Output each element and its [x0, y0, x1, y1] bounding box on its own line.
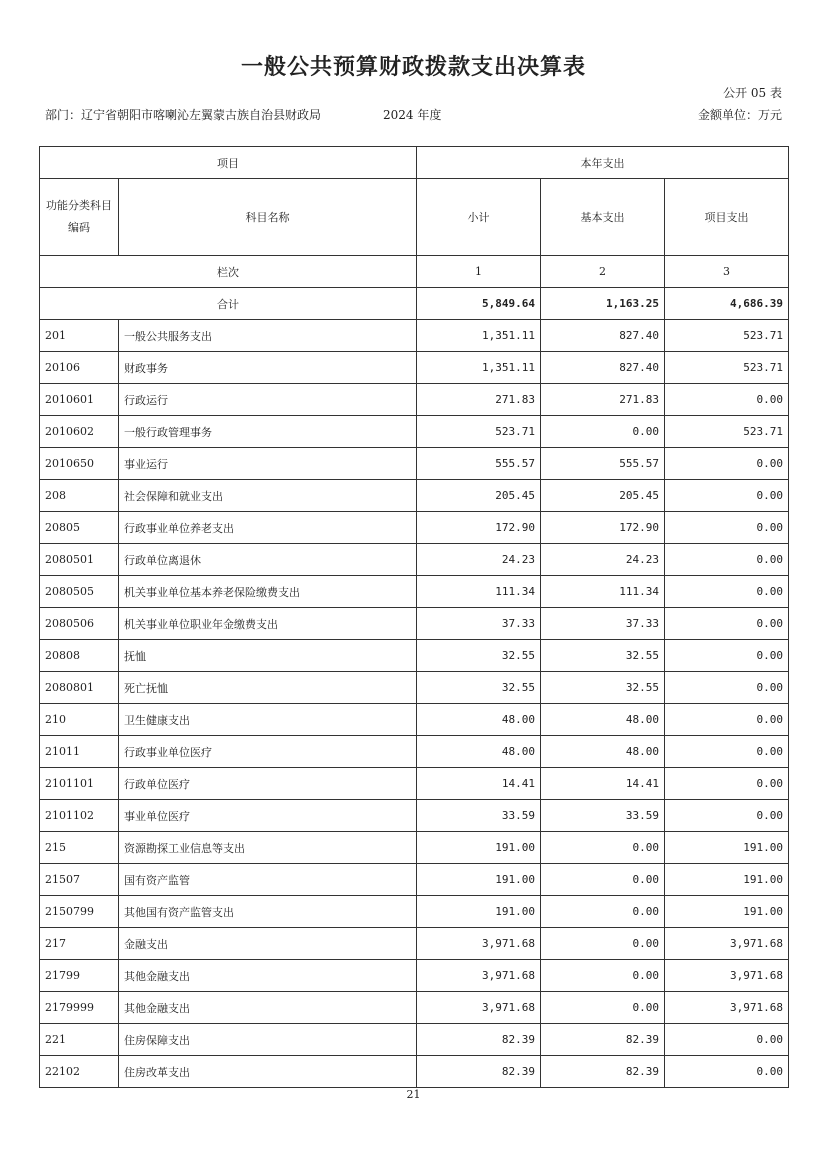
row-code: 21799	[40, 960, 119, 992]
row-code: 20106	[40, 352, 119, 384]
column-index-3: 3	[665, 256, 789, 288]
header-project: 项目	[40, 147, 417, 179]
table-row	[40, 416, 789, 448]
row-name: 其他金融支出	[119, 992, 417, 1024]
table-row	[40, 992, 789, 1024]
row-subtotal: 111.34	[417, 576, 541, 608]
row-basic: 0.00	[541, 832, 665, 864]
row-project: 0.00	[665, 512, 789, 544]
table-row	[40, 384, 789, 416]
table-row	[40, 928, 789, 960]
table-row	[40, 672, 789, 704]
row-project: 3,971.68	[665, 960, 789, 992]
table-row	[40, 576, 789, 608]
row-name: 财政事务	[119, 352, 417, 384]
row-code: 2080505	[40, 576, 119, 608]
table-row	[40, 864, 789, 896]
row-project: 0.00	[665, 384, 789, 416]
row-name: 事业运行	[119, 448, 417, 480]
row-basic: 48.00	[541, 704, 665, 736]
row-name: 死亡抚恤	[119, 672, 417, 704]
row-subtotal: 191.00	[417, 896, 541, 928]
row-name: 事业单位医疗	[119, 800, 417, 832]
row-project: 3,971.68	[665, 992, 789, 1024]
row-project: 3,971.68	[665, 928, 789, 960]
table-row	[40, 1056, 789, 1088]
total-row	[40, 288, 789, 320]
row-code: 208	[40, 480, 119, 512]
row-basic: 32.55	[541, 672, 665, 704]
row-code: 2010601	[40, 384, 119, 416]
row-project: 0.00	[665, 608, 789, 640]
row-subtotal: 523.71	[417, 416, 541, 448]
row-subtotal: 205.45	[417, 480, 541, 512]
total-label: 合计	[40, 288, 417, 320]
row-basic: 172.90	[541, 512, 665, 544]
row-project: 0.00	[665, 1056, 789, 1088]
row-code: 2080501	[40, 544, 119, 576]
row-project: 0.00	[665, 544, 789, 576]
header-code: 功能分类科目编码	[40, 179, 119, 256]
row-project: 0.00	[665, 736, 789, 768]
row-code: 2150799	[40, 896, 119, 928]
header-project-expense: 项目支出	[665, 179, 789, 256]
row-name: 机关事业单位基本养老保险缴费支出	[119, 576, 417, 608]
row-subtotal: 555.57	[417, 448, 541, 480]
table-row	[40, 512, 789, 544]
row-project: 0.00	[665, 768, 789, 800]
row-basic: 0.00	[541, 896, 665, 928]
row-project: 191.00	[665, 896, 789, 928]
row-name: 抚恤	[119, 640, 417, 672]
row-name: 行政单位离退休	[119, 544, 417, 576]
row-code: 221	[40, 1024, 119, 1056]
total-project: 4,686.39	[665, 288, 789, 320]
row-project: 523.71	[665, 416, 789, 448]
row-code: 2080801	[40, 672, 119, 704]
row-basic: 32.55	[541, 640, 665, 672]
row-basic: 0.00	[541, 416, 665, 448]
total-subtotal: 5,849.64	[417, 288, 541, 320]
row-code: 2010602	[40, 416, 119, 448]
row-name: 资源勘探工业信息等支出	[119, 832, 417, 864]
row-basic: 0.00	[541, 960, 665, 992]
total-basic: 1,163.25	[541, 288, 665, 320]
row-project: 0.00	[665, 480, 789, 512]
column-index-2: 2	[541, 256, 665, 288]
row-basic: 24.23	[541, 544, 665, 576]
row-name: 行政事业单位养老支出	[119, 512, 417, 544]
row-project: 0.00	[665, 640, 789, 672]
table-row	[40, 640, 789, 672]
row-basic: 0.00	[541, 864, 665, 896]
row-name: 金融支出	[119, 928, 417, 960]
table-row	[40, 352, 789, 384]
header-basic: 基本支出	[541, 179, 665, 256]
row-code: 2010650	[40, 448, 119, 480]
row-subtotal: 3,971.68	[417, 992, 541, 1024]
row-project: 0.00	[665, 800, 789, 832]
row-code: 2101102	[40, 800, 119, 832]
row-subtotal: 3,971.68	[417, 960, 541, 992]
header-column-index: 栏次	[40, 256, 417, 288]
row-name: 住房保障支出	[119, 1024, 417, 1056]
table-row	[40, 832, 789, 864]
row-name: 行政单位医疗	[119, 768, 417, 800]
table-row	[40, 960, 789, 992]
table-row	[40, 544, 789, 576]
row-name: 行政运行	[119, 384, 417, 416]
table-row	[40, 768, 789, 800]
row-project: 523.71	[665, 320, 789, 352]
row-basic: 827.40	[541, 320, 665, 352]
row-basic: 271.83	[541, 384, 665, 416]
row-basic: 0.00	[541, 928, 665, 960]
row-code: 22102	[40, 1056, 119, 1088]
row-basic: 33.59	[541, 800, 665, 832]
row-project: 191.00	[665, 864, 789, 896]
expenditure-table	[39, 146, 789, 1088]
row-code: 210	[40, 704, 119, 736]
table-row	[40, 608, 789, 640]
year-label: 2024 年度	[383, 108, 442, 122]
row-subtotal: 1,351.11	[417, 352, 541, 384]
row-name: 行政事业单位医疗	[119, 736, 417, 768]
header-name: 科目名称	[119, 179, 417, 256]
row-subtotal: 14.41	[417, 768, 541, 800]
row-basic: 111.34	[541, 576, 665, 608]
row-name: 住房改革支出	[119, 1056, 417, 1088]
page-number: 21	[406, 1088, 421, 1101]
row-subtotal: 48.00	[417, 736, 541, 768]
row-name: 一般行政管理事务	[119, 416, 417, 448]
row-code: 2179999	[40, 992, 119, 1024]
row-code: 2101101	[40, 768, 119, 800]
row-basic: 205.45	[541, 480, 665, 512]
row-code: 20805	[40, 512, 119, 544]
row-subtotal: 3,971.68	[417, 928, 541, 960]
row-name: 国有资产监管	[119, 864, 417, 896]
header-subtotal: 小计	[417, 179, 541, 256]
department-label: 部门：辽宁省朝阳市喀喇沁左翼蒙古族自治县财政局	[45, 108, 322, 122]
row-code: 2080506	[40, 608, 119, 640]
row-code: 201	[40, 320, 119, 352]
row-subtotal: 82.39	[417, 1024, 541, 1056]
row-name: 社会保障和就业支出	[119, 480, 417, 512]
row-subtotal: 1,351.11	[417, 320, 541, 352]
row-name: 卫生健康支出	[119, 704, 417, 736]
row-basic: 14.41	[541, 768, 665, 800]
table-row	[40, 480, 789, 512]
row-subtotal: 172.90	[417, 512, 541, 544]
table-row	[40, 704, 789, 736]
row-subtotal: 33.59	[417, 800, 541, 832]
row-project: 0.00	[665, 1024, 789, 1056]
row-name: 一般公共服务支出	[119, 320, 417, 352]
row-basic: 82.39	[541, 1024, 665, 1056]
row-project: 523.71	[665, 352, 789, 384]
row-subtotal: 191.00	[417, 864, 541, 896]
row-name: 机关事业单位职业年金缴费支出	[119, 608, 417, 640]
row-basic: 37.33	[541, 608, 665, 640]
table-row	[40, 320, 789, 352]
row-basic: 48.00	[541, 736, 665, 768]
row-basic: 555.57	[541, 448, 665, 480]
row-basic: 827.40	[541, 352, 665, 384]
form-number: 公开 05 表	[723, 86, 782, 100]
row-subtotal: 271.83	[417, 384, 541, 416]
row-project: 0.00	[665, 448, 789, 480]
amount-unit-label: 金额单位：万元	[697, 108, 782, 122]
row-basic: 82.39	[541, 1056, 665, 1088]
row-project: 0.00	[665, 576, 789, 608]
header-current-year: 本年支出	[417, 147, 789, 179]
row-basic: 0.00	[541, 992, 665, 1024]
row-name: 其他国有资产监管支出	[119, 896, 417, 928]
row-subtotal: 37.33	[417, 608, 541, 640]
row-subtotal: 82.39	[417, 1056, 541, 1088]
table-row	[40, 896, 789, 928]
row-project: 191.00	[665, 832, 789, 864]
row-subtotal: 32.55	[417, 640, 541, 672]
table-row	[40, 800, 789, 832]
row-code: 21011	[40, 736, 119, 768]
row-project: 0.00	[665, 704, 789, 736]
row-code: 217	[40, 928, 119, 960]
row-code: 215	[40, 832, 119, 864]
row-subtotal: 24.23	[417, 544, 541, 576]
row-subtotal: 191.00	[417, 832, 541, 864]
table-row	[40, 1024, 789, 1056]
row-name: 其他金融支出	[119, 960, 417, 992]
row-subtotal: 48.00	[417, 704, 541, 736]
row-project: 0.00	[665, 672, 789, 704]
table-row	[40, 736, 789, 768]
row-subtotal: 32.55	[417, 672, 541, 704]
row-code: 21507	[40, 864, 119, 896]
table-row	[40, 448, 789, 480]
row-code: 20808	[40, 640, 119, 672]
page-title: 一般公共预算财政拨款支出决算表	[240, 55, 586, 80]
column-index-1: 1	[417, 256, 541, 288]
